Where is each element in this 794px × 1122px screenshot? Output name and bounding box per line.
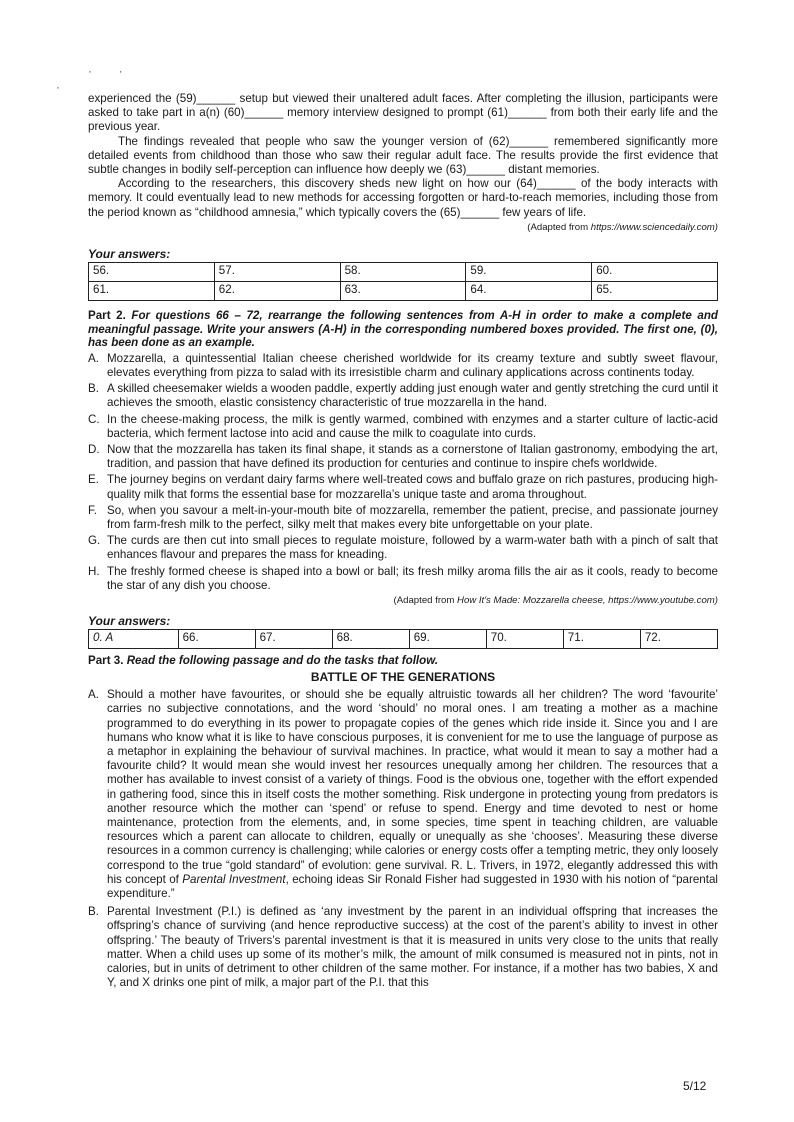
item-letter: F.: [88, 503, 98, 517]
table-row: [89, 263, 718, 282]
answer-cell[interactable]: 70.: [486, 630, 563, 649]
passage-paragraph-a: [88, 688, 718, 901]
item-letter: E.: [88, 473, 99, 487]
paragraph-end: , echoing ideas Sir Ronald Fisher had suggested in 1930 with his notion of “parental expenditure.”: [107, 872, 718, 900]
answer-cell[interactable]: 59.: [466, 263, 592, 282]
list-item: [88, 473, 718, 501]
answer-cell[interactable]: 67.: [255, 630, 332, 649]
item-text: The freshly formed cheese is shaped into a bowl or ball; its fresh milky aroma fills the air as it cools, ready to become the star of any dish you choose.: [107, 564, 718, 592]
item-letter: H.: [88, 564, 100, 578]
answer-cell[interactable]: 72.: [640, 630, 717, 649]
scan-speck: ·: [56, 80, 60, 94]
passage-paragraph: experienced the (59)______ setup but viewed their unaltered adult faces. After completing the illusion, participants were asked to take part in a(n) (60)______ memory interview designed to prompt (61)______ from both their early life and the previous year.: [88, 92, 718, 134]
source-label: (Adapted from: [393, 594, 458, 606]
answer-cell[interactable]: 56.: [89, 263, 215, 282]
passage-paragraph: According to the researchers, this discovery sheds new light on how our (64)______ of the body interacts with memory. It could eventually lead to new methods for accessing forgotten or hard-to-reach memories, including those from the period known as “childhood amnesia,” which typically covers the (65)______ few years of life.: [88, 177, 718, 219]
answers-label: Your answers:: [88, 247, 171, 262]
answer-table-part2: [88, 629, 718, 649]
source-url: https://www.sciencedaily.com): [590, 221, 718, 233]
part-instructions: For questions 66 – 72, rearrange the following sentences from A-H in order to make a complete and meaningful passage. Write your answers (A-H) in the corresponding numbered boxes provided. The first one, (0), has been done as an example.: [88, 309, 718, 350]
answer-cell[interactable]: 58.: [340, 263, 466, 282]
answer-table-part1: [88, 262, 718, 301]
list-item: [88, 382, 718, 410]
item-text: The curds are then cut into small pieces to regulate moisture, followed by a warm-water bath with a pinch of salt that enhances flavour and prepares the mass for kneading.: [107, 534, 718, 562]
list-item: [88, 413, 718, 441]
answer-cell[interactable]: 71.: [563, 630, 640, 649]
source-citation: [88, 594, 718, 608]
answer-cell[interactable]: 66.: [178, 630, 255, 649]
part-label: Part 3.: [88, 654, 124, 668]
list-item: [88, 534, 718, 562]
answer-cell[interactable]: 60.: [592, 263, 718, 282]
item-letter: B.: [88, 382, 99, 396]
item-letter: A.: [88, 351, 99, 365]
table-row: [89, 282, 718, 301]
paragraph-text: Parental Investment (P.I.) is defined as ‘any investment by the parent in an individual offspring that increases the offspring’s chance of surviving (and hence reproductive success) at the cost of the parent’s ability to invest in other offspring.’ The beauty of Trivers’s parental investment is that it is measured in units very close to the units that really matter. When a child uses up some of its mother’s milk, the amount of milk consumed is measured not in pints, not in calories, but in units of detriment to other children of the same mother. For instance, if a mother has two babies, X and Y, and X drinks one pint of milk, a major part of the P.I. that this: [107, 905, 718, 990]
list-item: [88, 443, 718, 471]
paragraph-italic-term: Parental Investment: [182, 872, 286, 886]
paragraph-letter: A.: [88, 688, 99, 702]
document-page: [88, 92, 718, 990]
list-item: [88, 504, 718, 532]
passage-paragraph: The findings revealed that people who saw the younger version of (62)______ remembered significantly more detailed events from childhood than those who saw their regular adult face. The results provide the first evidence that subtle changes in bodily self-perception can influence how deeply we (63)______ distant memories.: [88, 134, 718, 177]
item-letter: C.: [88, 412, 100, 426]
item-text: In the cheese-making process, the milk is gently warmed, combined with enzymes and a starter culture of lactic-acid bacteria, which ferment lactose into acid and cause the milk to coagulate into curds.: [107, 412, 718, 440]
item-text: Now that the mozzarella has taken its final shape, it stands as a cornerstone of Italian gastronomy, embodying the art, tradition, and passion that have defined its production for centuries and continue to inspire chefs worldwide.: [107, 442, 718, 471]
source-text: How It's Made: Mozzarella cheese, https://www.youtube.com): [457, 594, 718, 606]
paragraph-letter: B.: [88, 905, 99, 919]
answer-cell[interactable]: 64.: [466, 282, 592, 301]
list-item: [88, 565, 718, 593]
answer-cell[interactable]: 69.: [409, 630, 486, 649]
page-number: 5/12: [683, 1079, 707, 1093]
table-row: [89, 630, 718, 649]
source-label: (Adapted from: [527, 221, 591, 233]
item-letter: G.: [88, 534, 101, 548]
passage-paragraph-b: [88, 905, 718, 990]
answer-cell[interactable]: 68.: [332, 630, 409, 649]
list-item: [88, 352, 718, 380]
scan-speck: · ·: [88, 64, 123, 78]
part-instructions: Read the following passage and do the tasks that follow.: [126, 654, 439, 668]
source-citation: [88, 221, 718, 235]
item-text: So, when you savour a melt-in-your-mouth bite of mozzarella, remember the patient, precise, and passionate journey from farm-fresh milk to the perfect, silky melt that makes every bite unforgettable on your plate.: [107, 503, 718, 531]
answer-cell[interactable]: 57.: [214, 263, 340, 282]
answers-label: Your answers:: [88, 614, 171, 629]
paragraph-text: [107, 688, 718, 901]
answer-cell[interactable]: 0. A: [89, 630, 179, 649]
answer-cell[interactable]: 63.: [340, 282, 466, 301]
item-text: The journey begins on verdant dairy farms where well-treated cows and buffalo graze on rich pastures, producing high-quality milk that forms the essential base for mozzarella’s unique taste and aroma throughout.: [107, 473, 718, 501]
answer-cell[interactable]: 62.: [214, 282, 340, 301]
item-letter: D.: [88, 442, 100, 456]
item-text: Mozzarella, a quintessential Italian cheese cherished worldwide for its creamy texture and subtly sweet flavour, elevates everything from pizza to salad with its irresistible charm and culinary applications across continents today.: [107, 351, 718, 379]
answer-cell[interactable]: 65.: [592, 282, 718, 301]
passage-title: BATTLE OF THE GENERATIONS: [310, 669, 496, 684]
item-text: A skilled cheesemaker wields a wooden paddle, expertly adding just enough water and gently stretching the curd until it achieves the smooth, elastic consistency characteristic of true mozzarella in the hand.: [107, 382, 718, 410]
part3-heading: [88, 654, 718, 668]
part-label: Part 2.: [88, 309, 126, 323]
part2-heading: [88, 309, 718, 350]
answer-cell[interactable]: 61.: [89, 282, 215, 301]
paragraph-body: Should a mother have favourites, or should she be equally altruistic towards all her children? The word ‘favourite’ carries no subjective connotations, and the word ‘should’ no moral ones. I am treating a mother as a machine programmed to do everything in its power to propagate copies of the genes which ride inside it. Since you and I are humans who know what it is like to have conscious purposes, it is convenient for me to use the language of purpose as a metaphor in explaining the behaviour of survival machines. In practice, what would it mean to say a mother had a favourite child? It would mean she would invest her resources unequally among her children. The resources that a mother has available to invest consist of a variety of things. Food is the obvious one, together with the effort expended in gathering food, since this in itself costs the mother something. Risk undergone in protecting young from predators is another resource which the mother can ‘spend’ or refuse to spend. Energy and time devoted to nest or home maintenance, protection from the elements, and, in some species, time spent in teaching children, are valuable resources which a parent can allocate to children, equally or unequally as she ‘chooses’. Measuring these diverse resources in a common currency is challenging; while calories or energy costs offer a tempting metric, they only loosely correspond to the true “gold standard” of evolution: gene survival. R. L. Trivers, in 1972, elegantly addressed this with his concept of: [107, 688, 718, 886]
